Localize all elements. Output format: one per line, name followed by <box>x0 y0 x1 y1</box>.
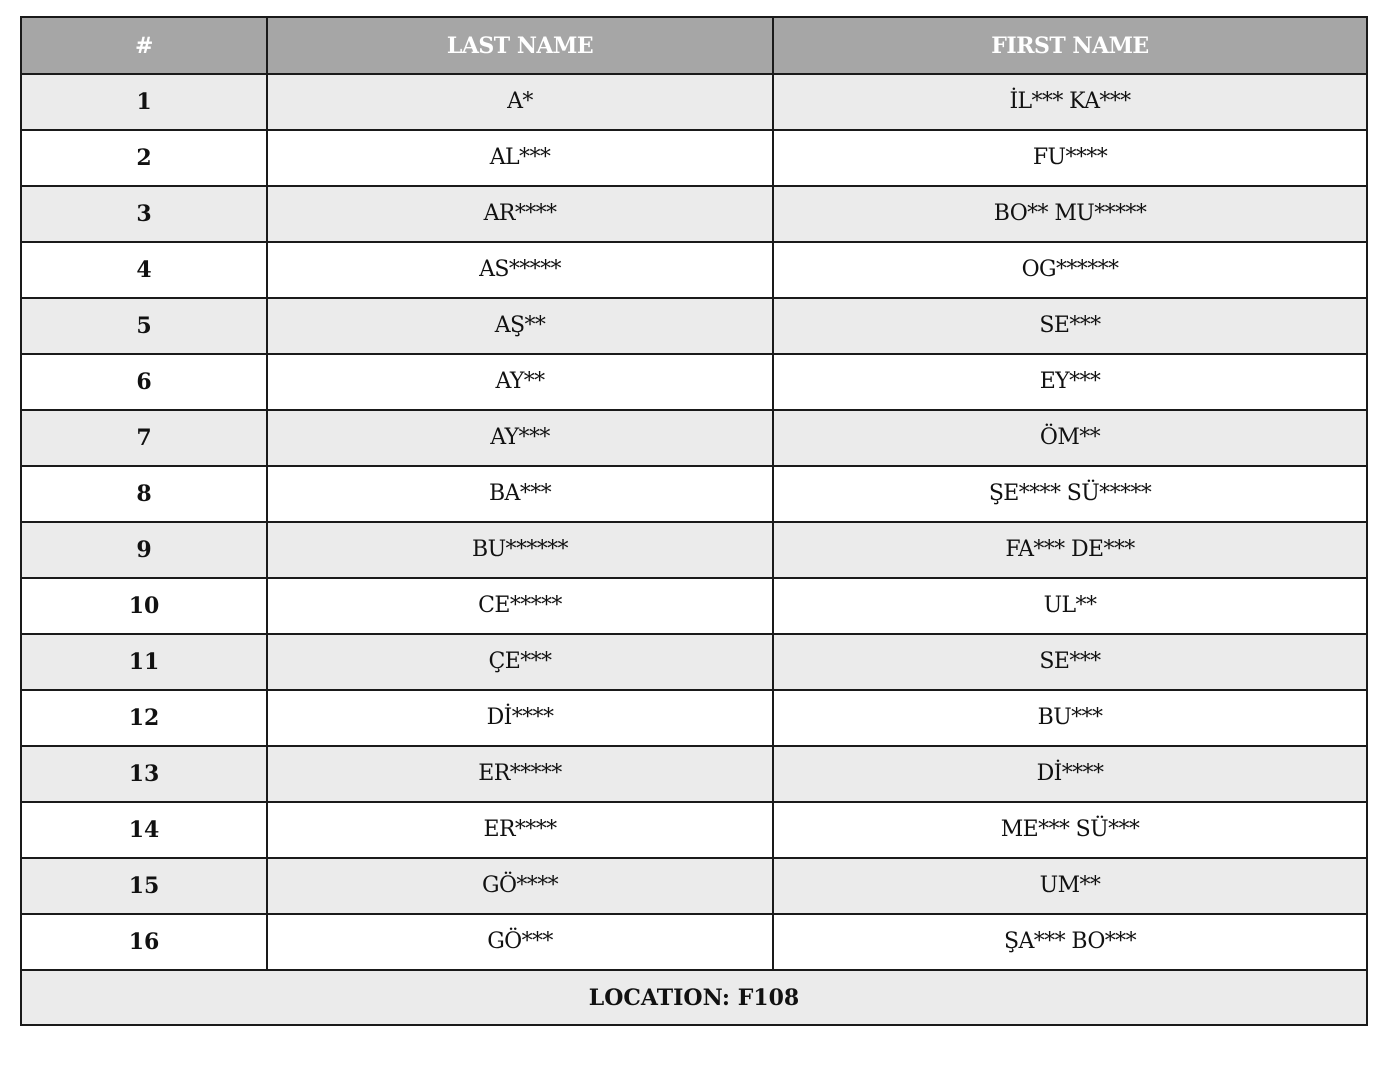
table-header <box>21 17 1367 74</box>
first-name-cell: İL*** KA*** <box>773 74 1367 130</box>
row-number-cell: 15 <box>21 858 267 914</box>
last-name-cell: Dİ**** <box>267 690 773 746</box>
last-name-cell: GÖ**** <box>267 858 773 914</box>
table-row <box>21 410 1367 466</box>
table-row <box>21 186 1367 242</box>
row-number-cell: 6 <box>21 354 267 410</box>
last-name-cell: ÇE*** <box>267 634 773 690</box>
table-row <box>21 578 1367 634</box>
first-name-cell: UL** <box>773 578 1367 634</box>
table-row <box>21 130 1367 186</box>
column-header-last-name: LAST NAME <box>267 17 773 74</box>
row-number-cell: 13 <box>21 746 267 802</box>
row-number-cell: 1 <box>21 74 267 130</box>
last-name-cell: AR**** <box>267 186 773 242</box>
row-number-cell: 12 <box>21 690 267 746</box>
location-label: LOCATION: F108 <box>21 970 1367 1025</box>
first-name-cell: EY*** <box>773 354 1367 410</box>
table-row <box>21 354 1367 410</box>
first-name-cell: ŞA*** BO*** <box>773 914 1367 970</box>
first-name-cell: ŞE**** SÜ***** <box>773 466 1367 522</box>
row-number-cell: 3 <box>21 186 267 242</box>
footer-row <box>21 970 1367 1025</box>
table-footer <box>21 970 1367 1025</box>
first-name-cell: OG****** <box>773 242 1367 298</box>
last-name-cell: CE***** <box>267 578 773 634</box>
row-number-cell: 14 <box>21 802 267 858</box>
table-row <box>21 914 1367 970</box>
table-row <box>21 746 1367 802</box>
last-name-cell: GÖ*** <box>267 914 773 970</box>
last-name-cell: ER***** <box>267 746 773 802</box>
last-name-cell: BU****** <box>267 522 773 578</box>
table-row <box>21 858 1367 914</box>
last-name-cell: BA*** <box>267 466 773 522</box>
row-number-cell: 7 <box>21 410 267 466</box>
last-name-cell: ER**** <box>267 802 773 858</box>
table-row <box>21 522 1367 578</box>
last-name-cell: AY*** <box>267 410 773 466</box>
first-name-cell: BO** MU***** <box>773 186 1367 242</box>
table-row <box>21 298 1367 354</box>
last-name-cell: AY** <box>267 354 773 410</box>
last-name-cell: AL*** <box>267 130 773 186</box>
row-number-cell: 16 <box>21 914 267 970</box>
first-name-cell: ME*** SÜ*** <box>773 802 1367 858</box>
header-row <box>21 17 1367 74</box>
table-row <box>21 466 1367 522</box>
row-number-cell: 4 <box>21 242 267 298</box>
name-list-table <box>20 16 1368 1026</box>
row-number-cell: 9 <box>21 522 267 578</box>
first-name-cell: SE*** <box>773 298 1367 354</box>
first-name-cell: BU*** <box>773 690 1367 746</box>
table-row <box>21 690 1367 746</box>
table-row <box>21 634 1367 690</box>
last-name-cell: A* <box>267 74 773 130</box>
last-name-cell: AŞ** <box>267 298 773 354</box>
column-header-number: # <box>21 17 267 74</box>
first-name-cell: FU**** <box>773 130 1367 186</box>
first-name-cell: UM** <box>773 858 1367 914</box>
row-number-cell: 11 <box>21 634 267 690</box>
row-number-cell: 10 <box>21 578 267 634</box>
first-name-cell: SE*** <box>773 634 1367 690</box>
last-name-cell: AS***** <box>267 242 773 298</box>
column-header-first-name: FIRST NAME <box>773 17 1367 74</box>
table-row <box>21 74 1367 130</box>
first-name-cell: ÖM** <box>773 410 1367 466</box>
first-name-cell: FA*** DE*** <box>773 522 1367 578</box>
table-body <box>21 74 1367 970</box>
table-row <box>21 242 1367 298</box>
first-name-cell: Dİ**** <box>773 746 1367 802</box>
row-number-cell: 5 <box>21 298 267 354</box>
row-number-cell: 8 <box>21 466 267 522</box>
row-number-cell: 2 <box>21 130 267 186</box>
table-row <box>21 802 1367 858</box>
